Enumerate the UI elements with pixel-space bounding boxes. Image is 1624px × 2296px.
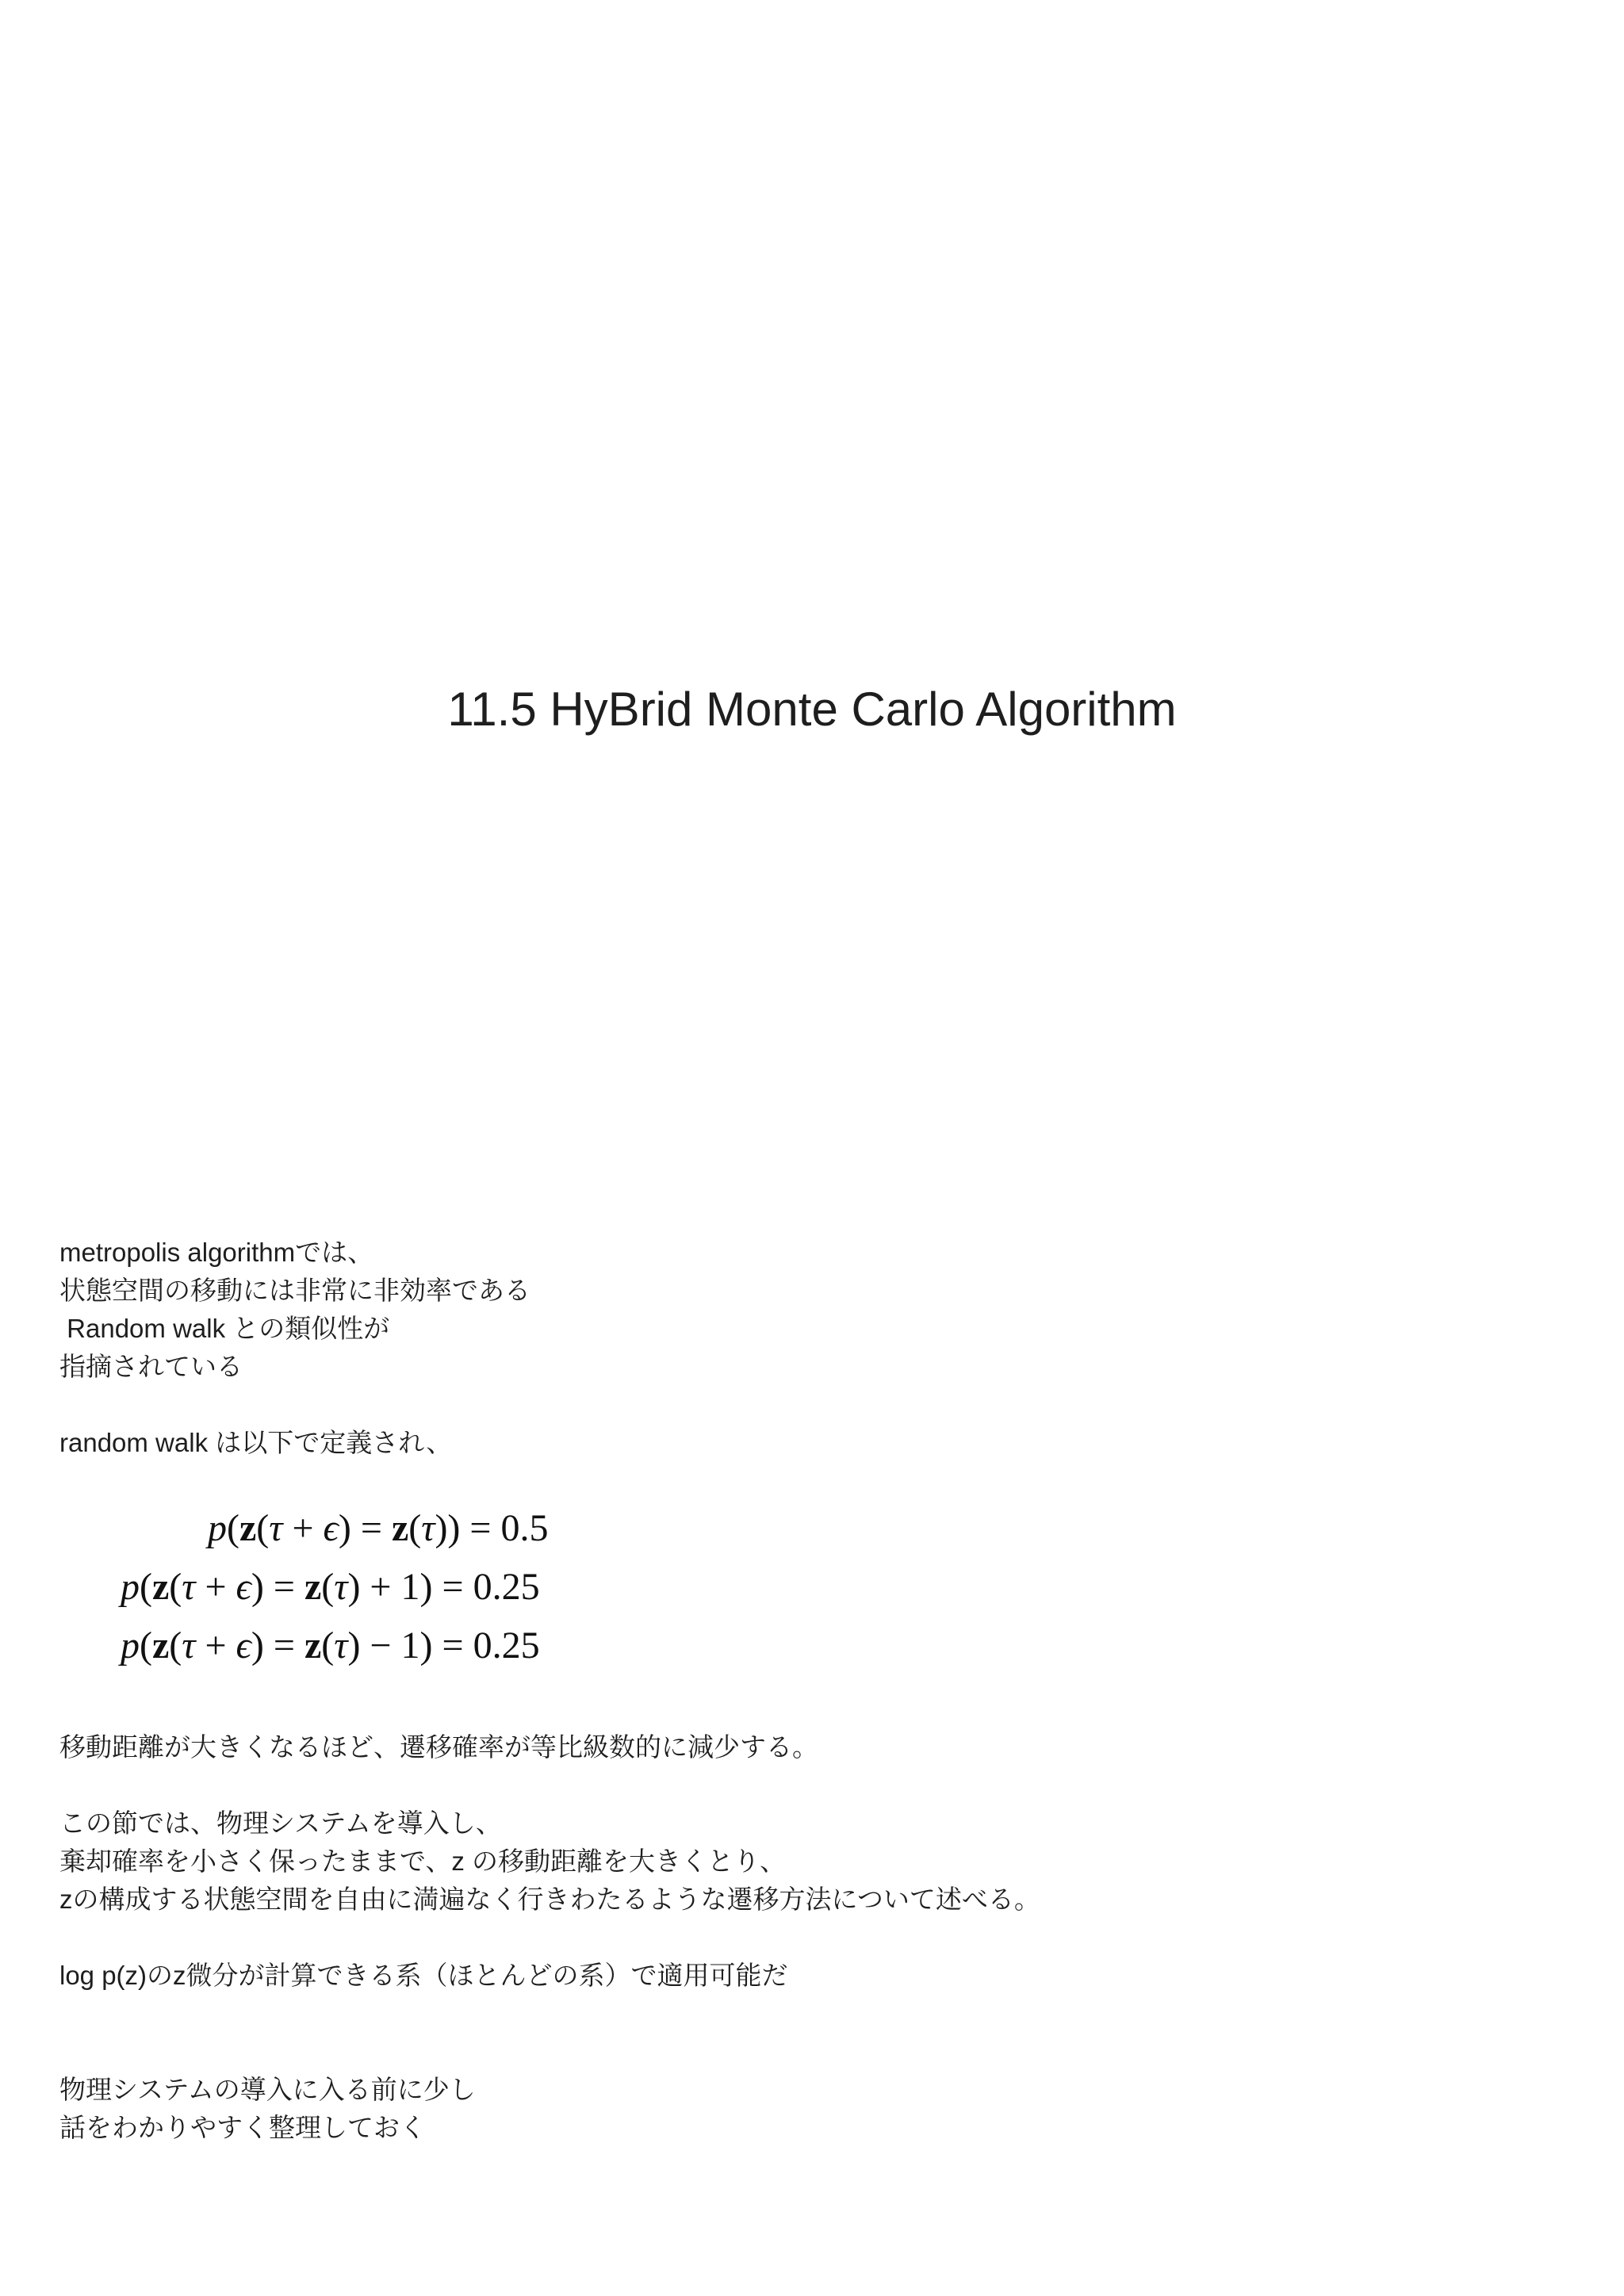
- text-line: 物理システムの導入に入る前に少し: [59, 2075, 476, 2104]
- equation-2: p(z(τ + ϵ) = z(τ) + 1) = 0.25: [121, 1566, 540, 1608]
- text-line: Random walk との類似性が: [59, 1314, 390, 1343]
- equation-value: 0.25: [473, 1624, 540, 1667]
- text-line: metropolis algorithmでは、: [59, 1238, 374, 1267]
- equation-value: 0.25: [473, 1566, 540, 1608]
- equation-1: p(z(τ + ϵ) = z(τ)) = 0.5: [208, 1507, 549, 1549]
- text-line: 指摘されている: [59, 1352, 243, 1381]
- text-line: この節では、物理システムを導入し、: [59, 1808, 502, 1838]
- text-line: zの構成する状態空間を自由に満遍なく行きわたるような遷移方法について述べる。: [59, 1885, 1040, 1914]
- equation-value: 0.5: [500, 1507, 549, 1549]
- text-line: 棄却確率を小さく保ったままで、z の移動距離を大きくとり、: [59, 1846, 787, 1876]
- text-line: 状態空間の移動には非常に非効率である: [59, 1276, 530, 1305]
- equation-step: + 1: [360, 1566, 420, 1608]
- section-title: 11.5 HyBrid Monte Carlo Algorithm: [447, 683, 1177, 736]
- equation-3: p(z(τ + ϵ) = z(τ) − 1) = 0.25: [121, 1624, 540, 1667]
- text-line: 話をわかりやすく整理しておく: [59, 2113, 426, 2142]
- text-line: log p(z)のz微分が計算できる系（ほとんどの系）で適用可能だ: [59, 1961, 788, 1990]
- text-line: 移動距離が大きくなるほど、遷移確率が等比級数的に減少する。: [59, 1732, 818, 1762]
- text-line: random walk は以下で定義され、: [59, 1428, 453, 1457]
- equation-step: − 1: [360, 1624, 420, 1667]
